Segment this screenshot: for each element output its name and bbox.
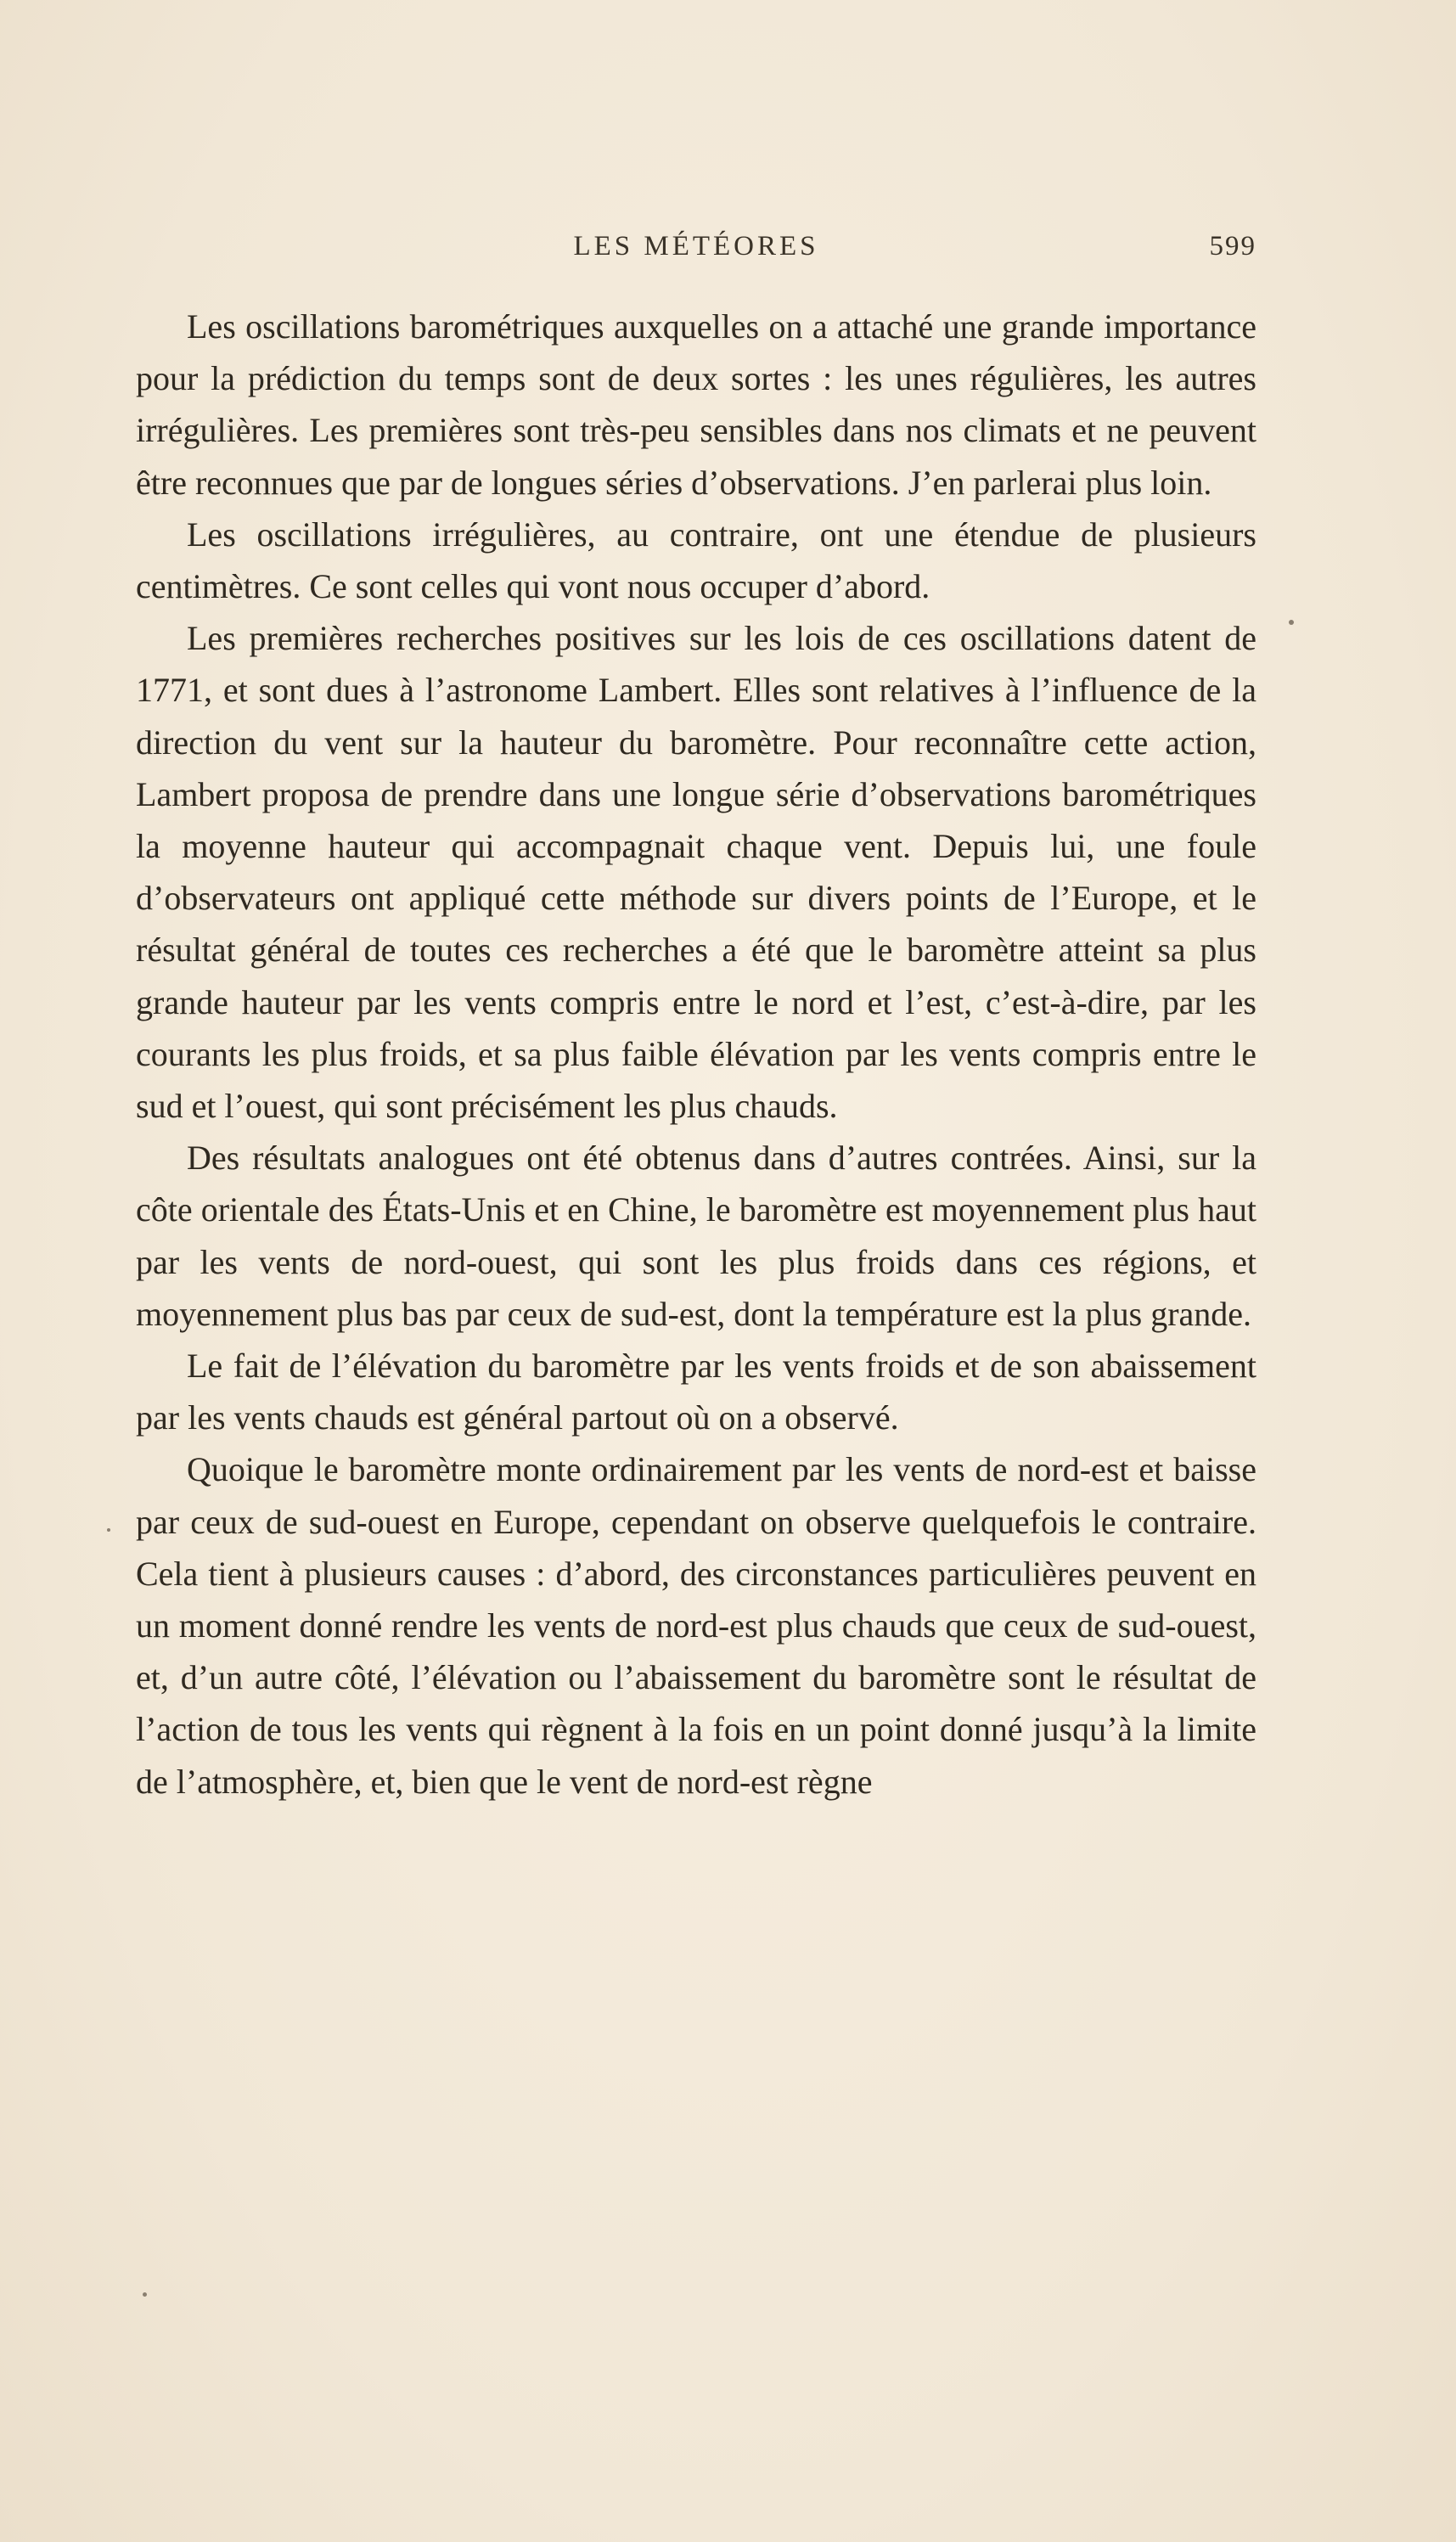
paper-speck: [1289, 620, 1294, 625]
running-head: [136, 231, 1256, 273]
paper-speck: [107, 1528, 110, 1532]
running-title: LES MÉTÉORES: [573, 231, 819, 262]
paragraph: Quoique le baromètre monte ordinairement par les vents de nord-est et baisse par ceux de sud-ouest en Europe, cependant on observe quelquefois le contraire. Cela tient à plusieurs causes : d’abord, des circonstances particulières peuvent en un moment donné rendre les vents de nord-est plus chauds que ceux de sud-ouest, et, d’un autre côté, l’élévation ou l’abaissement du baromètre sont le résultat de l’action de tous les vents qui règnent à la fois en un point donné jusqu’à la limite de l’atmosphère, et, bien que le vent de nord-est règne: [136, 1450, 1256, 1801]
paragraph: Les oscillations barométriques auxquelles on a attaché une grande importance pour la prédiction du temps sont de deux sortes : les unes régulières, les autres irrégulières. Les premières sont très-peu sensibles dans nos climats et ne peuvent être reconnues que par de longues séries d’observations. J’en parlerai plus loin.: [136, 307, 1256, 502]
page-number: 599: [1209, 231, 1256, 262]
paper-speck: [143, 2292, 147, 2297]
body-text: [136, 301, 1256, 1808]
paragraph: Les premières recherches positives sur les lois de ces oscillations datent de 1771, et sont dues à l’astronome Lambert. Elles sont relatives à l’influence de la direction du vent sur la hauteur du baromètre. Pour reconnaître cette action, Lambert proposa de prendre dans une longue série d’observations barométriques la moyenne hauteur qui accompagnait chaque vent. Depuis lui, une foule d’observateurs ont appliqué cette méthode sur divers points de l’Europe, et le résultat général de toutes ces recherches a été que le baromètre atteint sa plus grande hauteur par les vents compris entre le nord et l’est, c’est-à-dire, par les courants les plus froids, et sa plus faible élévation par les vents compris entre le sud et l’ouest, qui sont précisément les plus chauds.: [136, 619, 1256, 1126]
paragraph: Des résultats analogues ont été obtenus dans d’autres contrées. Ainsi, sur la côte orientale des États-Unis et en Chine, le baromètre est moyennement plus haut par les vents de nord-ouest, qui sont les plus froids dans ces régions, et moyennement plus bas par ceux de sud-est, dont la température est la plus grande.: [136, 1139, 1256, 1333]
paragraph: Les oscillations irrégulières, au contraire, ont une étendue de plusieurs centimètres. Ce sont celles qui vont nous occuper d’abord.: [136, 515, 1256, 606]
paragraph: Le fait de l’élévation du baromètre par les vents froids et de son abaissement par les vents chauds est général partout où on a observé.: [136, 1347, 1256, 1437]
